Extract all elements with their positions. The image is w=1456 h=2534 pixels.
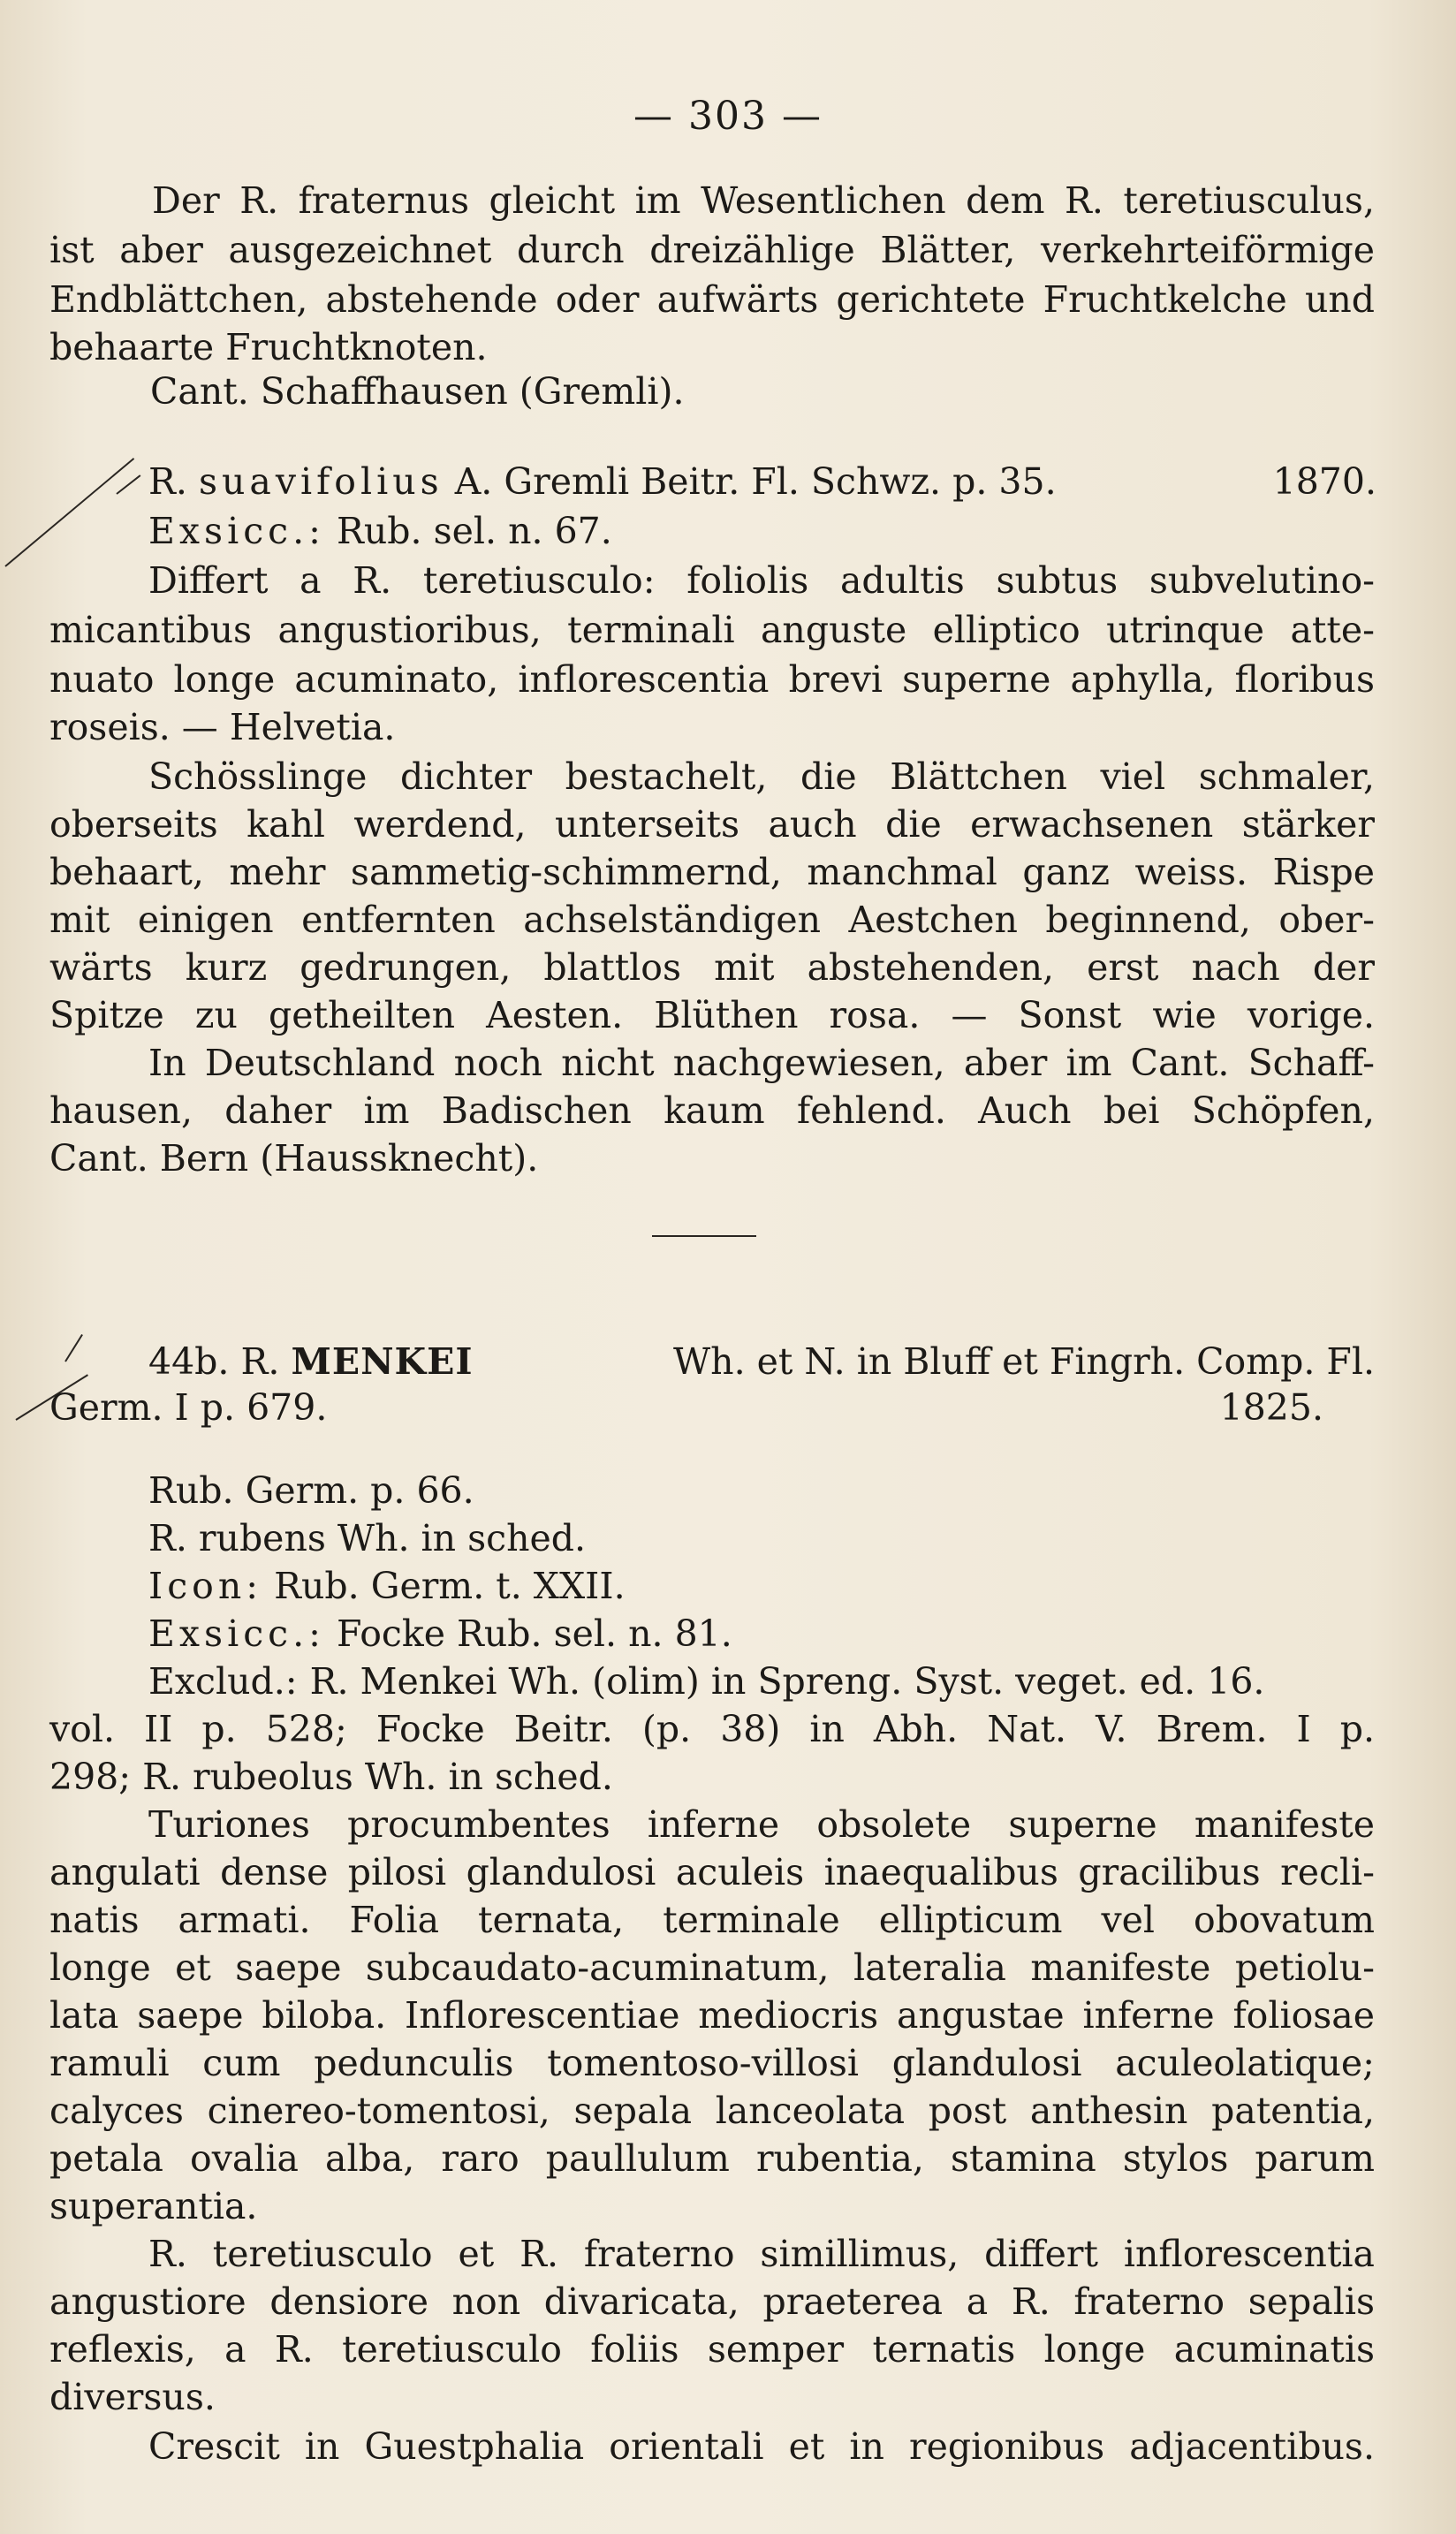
exsicc-label: Exsicc.: [148, 1612, 325, 1655]
citation: Germ. I p. 679. [49, 1386, 328, 1429]
text-line: wärts kurz gedrungen, blattlos mit abstehenden, erst nach der [49, 946, 1375, 989]
text-line: natis armati. Folia ternata, terminale ellipticum vel obovatum [49, 1899, 1375, 1941]
text-line: vol. II p. 528; Focke Beitr. (p. 38) in Abh. Nat. V. Brem. I p. [49, 1708, 1375, 1750]
text-line: mit einigen entfernten achselständigen Aestchen beginnend, ober- [49, 899, 1375, 941]
citation: A. Gremli Beitr. Fl. Schwz. p. 35. [454, 460, 1057, 503]
exsicc-label: Exsicc.: [148, 510, 325, 552]
exclud-label: Exclud.: [148, 1660, 298, 1703]
text-line: Differt a R. teretiusculo: foliolis adultis subtus subvelutino- [148, 559, 1375, 602]
text-line: Der R. fraternus gleicht im Wesentlichen dem R. teretiusculus, [152, 179, 1375, 222]
text-line: ramuli cum pedunculis tomentoso-villosi glandulosi aculeolatique; [49, 2042, 1375, 2084]
text-line: roseis. — Helvetia. [49, 706, 396, 748]
pencil-mark [116, 474, 140, 495]
text-line: R. rubens Wh. in sched. [148, 1517, 587, 1559]
text-line: Schösslinge dichter bestachelt, die Blättchen viel schmaler, [148, 755, 1375, 798]
species-name: suavifolius [198, 460, 444, 503]
text-line: Endblättchen, abstehende oder aufwärts gerichtete Fruchtkelche und [49, 278, 1375, 321]
species-heading [49, 1338, 1375, 1385]
year: 1825. [1219, 1386, 1323, 1429]
exclusion-line [148, 1658, 1375, 1705]
species-name: MENKEI [291, 1340, 474, 1383]
text-line: lata saepe biloba. Inflorescentiae mediocris angustae inferne foliosae [49, 1994, 1375, 2037]
pencil-mark [4, 458, 134, 567]
entry-number: 44b. R. [148, 1340, 280, 1383]
text-line: hausen, daher im Badischen kaum fehlend. Auch bei Schöpfen, [49, 1089, 1375, 1132]
exsicc-value: Rub. sel. n. 67. [337, 510, 612, 552]
text-line: ist aber ausgezeichnet durch dreizählige Blätter, verkehrteiförmige [49, 229, 1375, 271]
exsiccata-line [148, 1610, 1456, 1658]
text-line: reflexis, a R. teretiusculo foliis semper ternatis longe acuminatis [49, 2328, 1375, 2371]
exsiccata-line [148, 507, 1456, 555]
genus-abbrev: R. [148, 460, 187, 503]
text-line: petala ovalia alba, raro paullulum rubentia, stamina stylos parum [49, 2137, 1375, 2180]
text-line: longe et saepe subcaudato-acuminatum, lateralia manifeste petiolu- [49, 1946, 1375, 1989]
species-heading [148, 458, 1376, 505]
icon-line [148, 1562, 1456, 1610]
exclud-value: R. Menkei Wh. (olim) in Spreng. Syst. veget. ed. 16. [309, 1660, 1265, 1703]
text-line: angulati dense pilosi glandulosi aculeis inaequalibus gracilibus recli- [49, 1851, 1375, 1893]
page-number: — 303 — [633, 94, 823, 139]
citation-line [49, 1384, 1375, 1431]
text-line: Crescit in Guestphalia orientali et in regionibus adjacentibus. [148, 2425, 1375, 2468]
exsicc-value: Focke Rub. sel. n. 81. [337, 1612, 732, 1655]
text-line: calyces cinereo-tomentosi, sepala lanceolata post anthesin patentia, [49, 2090, 1375, 2132]
text-line: behaarte Fruchtknoten. [49, 326, 488, 368]
year: 1870. [1272, 460, 1376, 503]
text-line: Rub. Germ. p. 66. [148, 1469, 474, 1512]
icon-value: Rub. Germ. t. XXII. [274, 1565, 626, 1607]
text-line: angustiore densiore non divaricata, praeterea a R. fraterno sepalis [49, 2280, 1375, 2323]
text-line: behaart, mehr sammetig-schimmernd, manchmal ganz weiss. Rispe [49, 851, 1375, 893]
text-line: R. teretiusculo et R. fraterno simillimus, differt inflorescentia [148, 2233, 1375, 2275]
text-line: In Deutschland noch nicht nachgewiesen, aber im Cant. Schaff- [148, 1042, 1375, 1084]
text-line: oberseits kahl werdend, unterseits auch die erwachsenen stärker [49, 803, 1375, 846]
text-line: 298; R. rubeolus Wh. in sched. [49, 1756, 613, 1798]
text-line: Turiones procumbentes inferne obsolete superne manifeste [148, 1803, 1375, 1846]
text-line: Cant. Schaffhausen (Gremli). [150, 370, 685, 413]
citation: Wh. et N. in Bluff et Fingrh. Comp. Fl. [673, 1340, 1375, 1383]
icon-label: Icon: [148, 1565, 263, 1607]
text-line: Spitze zu getheilten Aesten. Blüthen rosa. — Sonst wie vorige. [49, 994, 1375, 1036]
text-line: diversus. [49, 2376, 216, 2418]
section-divider [652, 1235, 756, 1237]
text-line: Cant. Bern (Haussknecht). [49, 1137, 539, 1180]
text-line: micantibus angustioribus, terminali anguste elliptico utrinque atte- [49, 609, 1375, 651]
text-line: nuato longe acuminato, inflorescentia brevi superne aphylla, floribus [49, 658, 1375, 701]
text-line: superantia. [49, 2185, 258, 2227]
